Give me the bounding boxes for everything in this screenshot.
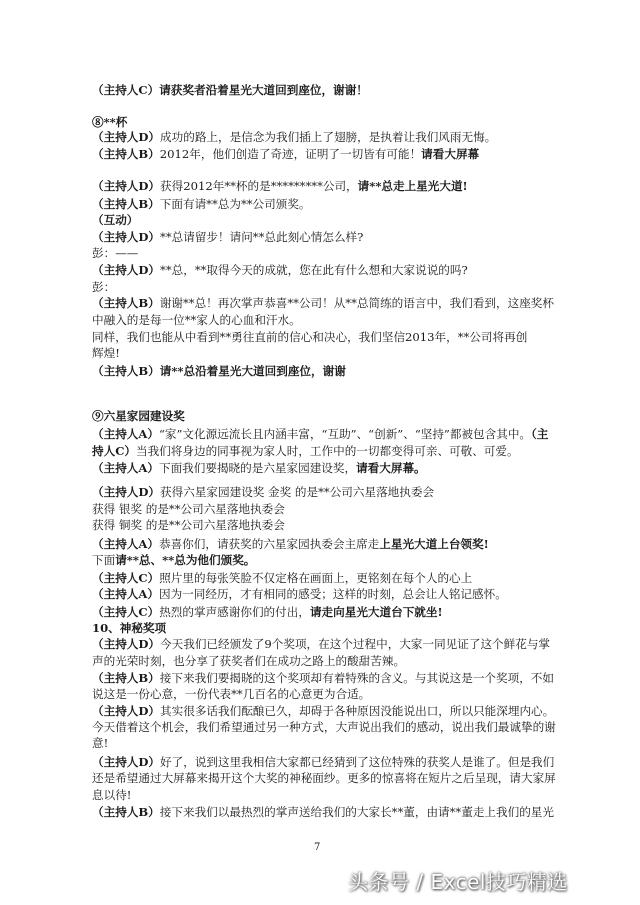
text-line bbox=[92, 686, 562, 702]
text-line bbox=[92, 804, 562, 820]
text-line bbox=[92, 245, 562, 261]
text-segment: 还是希望通过大屏幕来揭开这个大奖的神秘面纱。更多的惊喜将在短片之后呈现，请大家屏 bbox=[92, 771, 556, 785]
text-segment: （互动） bbox=[92, 213, 139, 227]
text-segment: 中融入的是每一位**家人的心血和汗水。 bbox=[92, 313, 301, 327]
text-segment: 获得 银奖 的是**公司六星落地执委会 bbox=[92, 502, 285, 516]
text-line bbox=[92, 178, 562, 194]
text-line bbox=[92, 670, 562, 686]
text-segment: 下面我们要揭晓的是六星家园建设奖， bbox=[158, 461, 357, 475]
text-segment: （主持人D） bbox=[92, 230, 161, 244]
text-segment: 其实很多话我们酝酿已久，却碍于各种原因没能说出口，所以只能深埋内心。 bbox=[160, 704, 555, 718]
text-line bbox=[92, 329, 562, 345]
text-line bbox=[92, 484, 562, 500]
text-line bbox=[92, 604, 562, 620]
text-line bbox=[92, 114, 562, 130]
text-segment: 照片里的每张笑脸不仅定格在画面上，更铭刻在每个人的心上 bbox=[159, 571, 473, 585]
text-line bbox=[92, 653, 562, 669]
text-segment: （主持人C） bbox=[92, 571, 160, 585]
text-line bbox=[92, 295, 562, 311]
text-segment: （主持人D） bbox=[92, 485, 161, 499]
text-segment: （主持人C） bbox=[92, 605, 160, 619]
text-segment: （主持人B） bbox=[92, 296, 160, 310]
text-segment: 恭喜你们，请获奖的六星家园执委会主席走 bbox=[158, 537, 380, 551]
text-segment: （主持人D） bbox=[92, 130, 161, 144]
text-segment: 彭：—— bbox=[92, 246, 139, 260]
text-line bbox=[92, 443, 562, 459]
text-segment: 今天借着这个机会，我们希望通过另一种方式，大声说出我们的感动，说出我们最诚挚的谢 bbox=[92, 720, 556, 734]
text-line bbox=[92, 552, 562, 568]
text-segment: 上星光大道上台领奖! bbox=[379, 537, 489, 551]
text-segment: （主持人B） bbox=[92, 805, 160, 819]
text-segment: 请看大屏幕 bbox=[421, 147, 480, 161]
text-segment: 下面有请**总为**公司颁奖。 bbox=[159, 197, 311, 211]
text-segment: 请走向星光大道台下就坐! bbox=[309, 605, 443, 619]
text-line bbox=[92, 262, 562, 278]
text-line bbox=[92, 460, 562, 476]
text-line bbox=[92, 735, 562, 751]
text-segment: 成功的路上，是信念为我们插上了翅膀，是执着让我们风雨无悔。 bbox=[160, 130, 497, 144]
text-segment: **总，**取得今天的成就，您在此有什么想和大家说说的吗? bbox=[160, 263, 468, 277]
page-number: 7 bbox=[314, 842, 321, 853]
text-segment: 谢谢**总！再次掌声恭喜**公司！从**总简练的语言中，我们看到，这座奖杯 bbox=[159, 296, 554, 310]
text-segment: 获得 铜奖 的是**公司六星落地执委会 bbox=[92, 518, 285, 532]
text-line bbox=[92, 363, 562, 379]
text-segment: （主持人A） bbox=[92, 461, 159, 475]
text-segment: 今天我们已经颁发了9个奖项，在这个过程中，大家一同见证了这个鲜花与掌 bbox=[160, 637, 551, 651]
text-line bbox=[92, 279, 562, 295]
text-line bbox=[92, 754, 562, 770]
text-segment: 好了，说到这里我相信大家都已经猜到了这位特殊的获奖人是谁了。但是我们 bbox=[160, 755, 555, 769]
text-segment: 当我们将身边的同事视为家人时，工作中的一切都变得可亲、可敬、可爱。 bbox=[136, 444, 519, 458]
text-line bbox=[92, 517, 562, 533]
text-segment: 接下来我们要揭晓的这个奖项却有着特殊的含义。与其说这是一个奖项，不如 bbox=[159, 671, 554, 685]
text-segment: 说这是一份心意，一份代表**几百名的心意更为合适。 bbox=[92, 687, 371, 701]
text-segment: 获得2012年**杯的是*********公司， bbox=[160, 179, 358, 193]
text-segment: 意! bbox=[92, 736, 109, 750]
text-line bbox=[92, 146, 562, 162]
watermark: 头条号 / Excel技巧精选 bbox=[348, 870, 568, 894]
text-line bbox=[92, 703, 562, 719]
text-segment: 2012年，他们创造了奇迹，证明了一切皆有可能！ bbox=[159, 147, 422, 161]
text-line bbox=[92, 636, 562, 652]
text-segment: （主持人A） bbox=[92, 427, 159, 441]
text-segment: 彭： bbox=[92, 280, 116, 294]
text-line bbox=[92, 408, 562, 424]
text-segment: （主持人B）请**总沿着星光大道回到座位，谢谢 bbox=[92, 364, 346, 378]
text-line bbox=[92, 229, 562, 245]
text-segment: 下面 bbox=[92, 553, 116, 567]
text-segment: 接下来我们以最热烈的掌声送给我们的大家长**董，由请**董走上我们的星光 bbox=[159, 805, 554, 819]
text-segment: 持人C） bbox=[92, 444, 137, 458]
text-segment: “家”文化源远流长且内涵丰富，“互助”、“创新”、“坚持”都被包含其中。 bbox=[158, 427, 532, 441]
text-segment: 息以待! bbox=[92, 788, 132, 802]
text-segment: 请看大屏幕。 bbox=[356, 461, 426, 475]
text-segment: （主持人D） bbox=[92, 704, 161, 718]
text-segment: 请**总走上星光大道! bbox=[357, 179, 468, 193]
text-line bbox=[92, 770, 562, 786]
text-segment: （主持人B） bbox=[92, 671, 160, 685]
text-line bbox=[92, 620, 562, 636]
text-line bbox=[92, 212, 562, 228]
text-segment: 声的光荣时刻，也分享了获奖者们在成功之路上的酸甜苦辣。 bbox=[92, 654, 406, 668]
text-line bbox=[92, 536, 562, 552]
text-segment: （主 bbox=[531, 427, 549, 441]
text-line bbox=[92, 196, 562, 212]
text-segment: （主持人D） bbox=[92, 637, 161, 651]
text-segment: （主持人D） bbox=[92, 263, 161, 277]
text-line bbox=[92, 570, 562, 586]
text-segment: 获得六星家园建设奖 金奖 的是**公司六星落地执委会 bbox=[160, 485, 435, 499]
text-line bbox=[92, 82, 562, 98]
text-segment: （主持人C）请获奖者沿着星光大道回到座位，谢谢！ bbox=[92, 83, 368, 97]
text-segment: **总请留步！请问**总此刻心情怎么样? bbox=[160, 230, 364, 244]
text-segment: 10、神秘奖项 bbox=[92, 621, 167, 635]
text-segment: 热烈的掌声感谢你们的付出， bbox=[159, 605, 310, 619]
text-segment: （主持人D） bbox=[92, 755, 161, 769]
text-line bbox=[92, 501, 562, 517]
text-line bbox=[92, 719, 562, 735]
text-segment: （主持人B） bbox=[92, 197, 160, 211]
text-segment: （主持人D） bbox=[92, 179, 161, 193]
text-line bbox=[92, 586, 562, 602]
text-segment: ⑧**杯 bbox=[92, 115, 128, 129]
text-line bbox=[92, 312, 562, 328]
text-segment: ⑨六星家园建设奖 bbox=[92, 409, 185, 423]
text-line bbox=[92, 345, 562, 361]
text-segment: （主持人B） bbox=[92, 147, 160, 161]
text-segment: 辉煌! bbox=[92, 346, 120, 360]
text-segment: 同样，我们也能从中看到**勇往直前的信心和决心，我们坚信2013年，**公司将再创 bbox=[92, 330, 528, 344]
text-segment: （主持人A） bbox=[92, 587, 159, 601]
text-segment: 请**总、**总为他们颁奖。 bbox=[115, 553, 256, 567]
text-segment: 因为一同经历，才有相同的感受；这样的时刻，总会让人铭记感怀。 bbox=[158, 587, 507, 601]
text-line bbox=[92, 426, 562, 442]
text-segment: （主持人A） bbox=[92, 537, 159, 551]
text-line bbox=[92, 787, 562, 803]
text-line bbox=[92, 129, 562, 145]
